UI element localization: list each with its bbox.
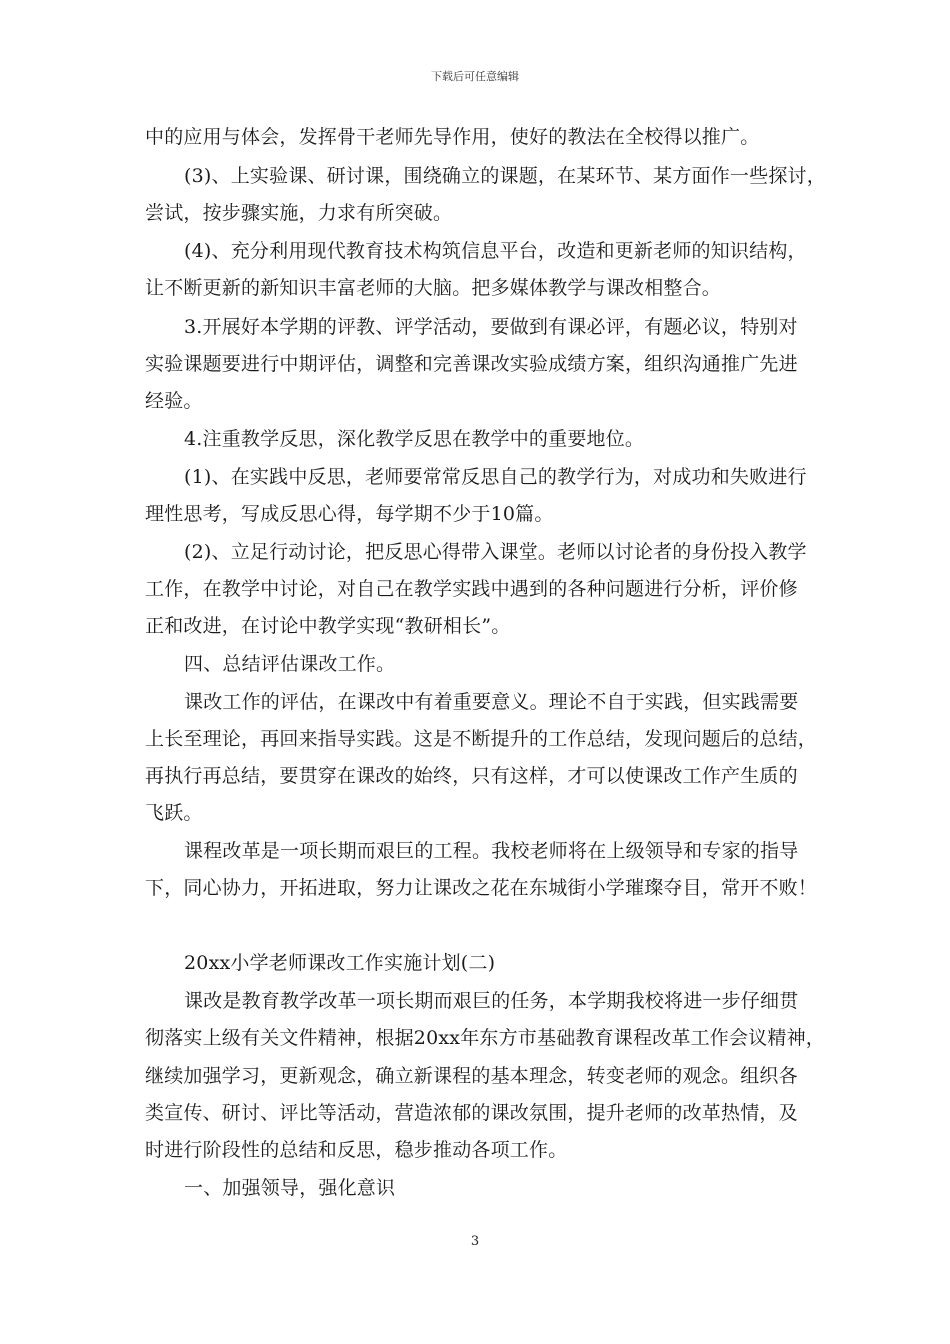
text-line: (2)、立足行动讨论，把反思心得带入课堂。老师以讨论者的身份投入教学	[184, 541, 807, 563]
text-line: 实验课题要进行中期评估，调整和完善课改实验成绩方案，组织沟通推广先进	[145, 353, 798, 375]
text-line: 再执行再总结，要贯穿在课改的始终，只有这样，才可以使课改工作产生质的	[145, 765, 798, 787]
text-line: 4.注重教学反思，深化教学反思在教学中的重要地位。	[184, 428, 645, 450]
text-line: 一、加强领导，强化意识	[184, 1177, 396, 1199]
page-header: 下载后可任意编辑	[431, 70, 519, 83]
text-line: 课改工作的评估，在课改中有着重要意义。理论不自于实践，但实践需要	[184, 691, 799, 713]
text-line: 时进行阶段性的总结和反思，稳步推动各项工作。	[145, 1139, 568, 1161]
text-line: (4)、充分利用现代教育技术构筑信息平台，改造和更新老师的知识结构，	[184, 240, 807, 262]
text-line: 理性思考，写成反思心得，每学期不少于10篇。	[145, 503, 554, 525]
text-line: 课程改革是一项长期而艰巨的工程。我校老师将在上级领导和专家的指导	[184, 840, 799, 862]
text-line: (1)、在实践中反思，老师要常常反思自己的教学行为，对成功和失败进行	[184, 466, 807, 488]
text-line: 让不断更新的新知识丰富老师的大脑。把多媒体教学与课改相整合。	[145, 277, 722, 299]
text-line: 经验。	[145, 390, 203, 412]
text-line: 上长至理论，再回来指导实践。这是不断提升的工作总结，发现问题后的总结，	[145, 728, 818, 750]
text-line: (3)、上实验课、研讨课，围绕确立的课题，在某环节、某方面作一些探讨，	[184, 165, 826, 187]
text-line: 工作，在教学中讨论，对自己在教学实践中遇到的各种问题进行分析，评价修	[145, 578, 798, 600]
text-line: 正和改进，在讨论中教学实现“教研相长”。	[145, 615, 511, 637]
page-number: 3	[470, 1234, 480, 1249]
text-line: 继续加强学习，更新观念，确立新课程的基本理念，转变老师的观念。组织各	[145, 1065, 798, 1087]
text-line: 四、总结评估课改工作。	[184, 653, 396, 675]
text-line: 3.开展好本学期的评教、评学活动，要做到有课必评，有题必议，特别对	[184, 316, 798, 338]
text-line: 课改是教育教学改革一项长期而艰巨的任务，本学期我校将进一步仔细贯	[184, 990, 799, 1012]
text-line: 下，同心协力，开拓进取，努力让课改之花在东城街小学璀璨夺目，常开不败！	[145, 877, 818, 899]
text-line: 尝试，按步骤实施，力求有所突破。	[145, 202, 453, 224]
text-line: 中的应用与体会，发挥骨干老师先导作用，使好的教法在全校得以推广。	[145, 126, 760, 148]
text-line: 彻落实上级有关文件精神，根据20xx年东方市基础教育课程改革工作会议精神，	[145, 1027, 826, 1049]
text-line: 类宣传、研讨、评比等活动，营造浓郁的课改氛围，提升老师的改革热情，及	[145, 1102, 798, 1124]
text-line: 飞跃。	[145, 802, 203, 824]
section-title: 20xx小学老师课改工作实施计划(二)	[184, 952, 496, 974]
